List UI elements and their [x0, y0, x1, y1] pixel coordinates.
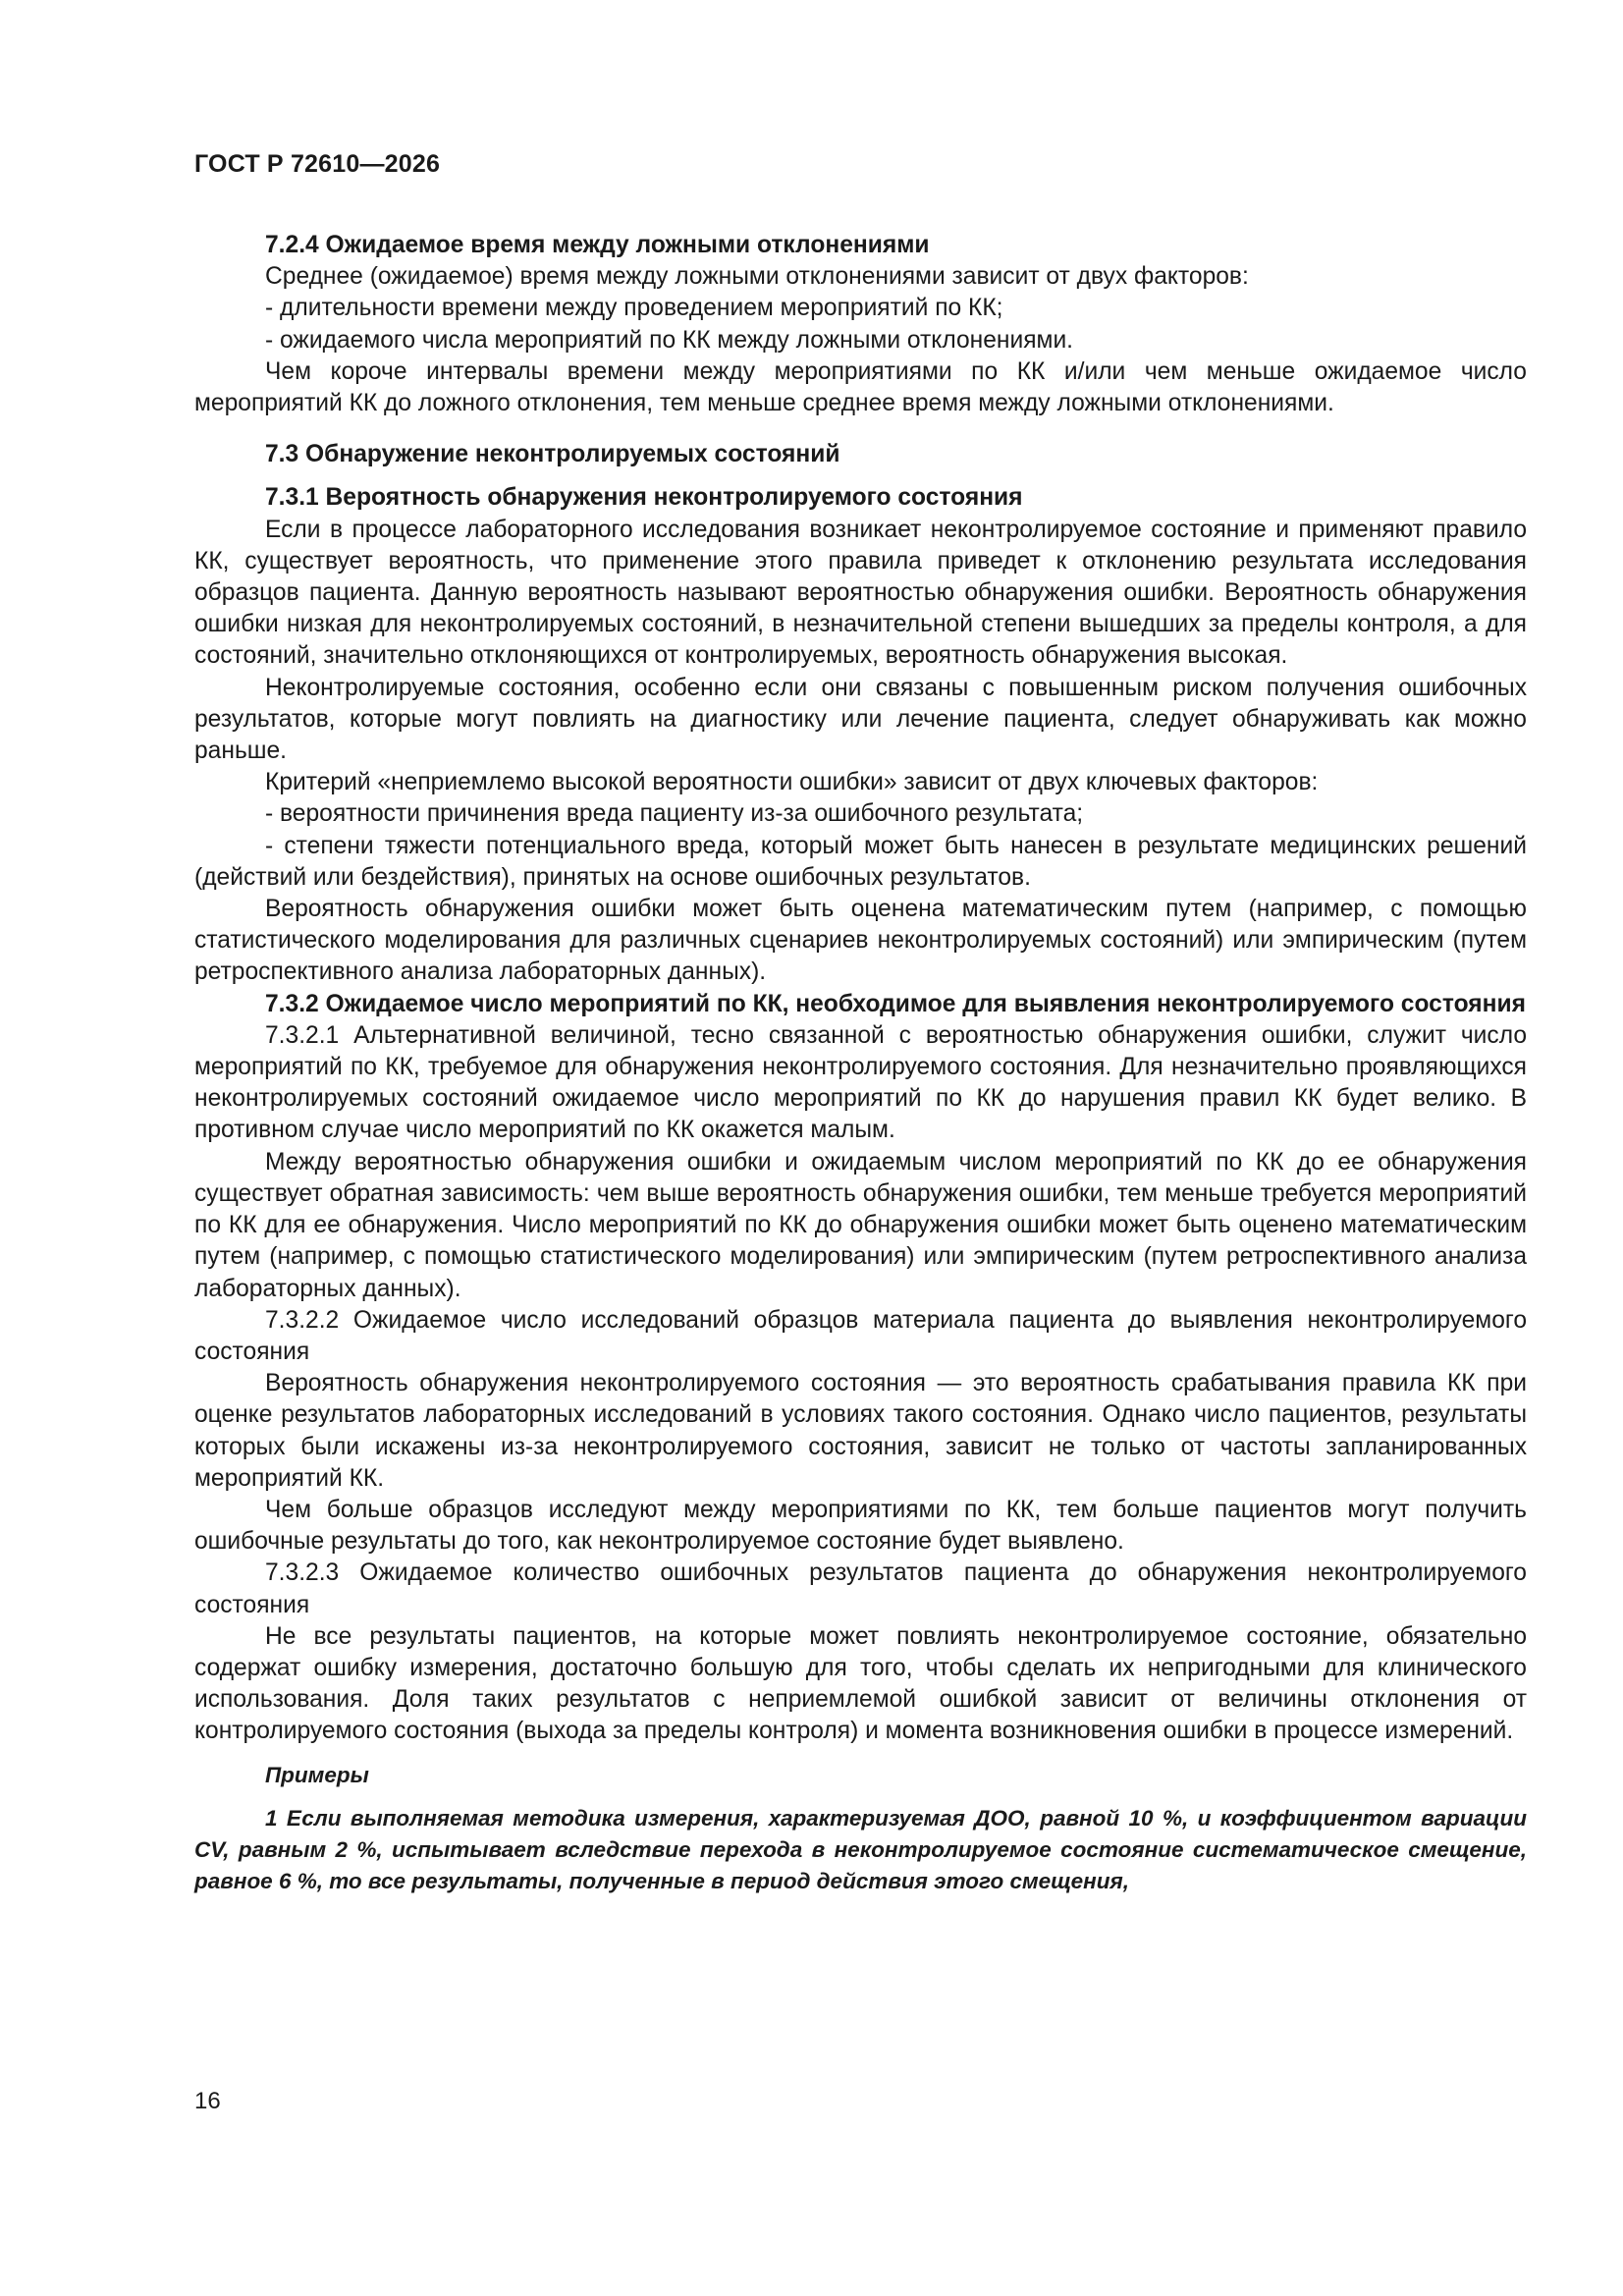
document-header: ГОСТ Р 72610—2026	[194, 150, 441, 178]
list-item: - степени тяжести потенциального вреда, который может быть нанесен в результате медицинских решений (действий или бездействия), принятых на основе ошибочных результатов.	[194, 832, 1527, 891]
section-heading-7-3-1: 7.3.1 Вероятность обнаружения неконтролируемого состояния	[265, 484, 1023, 512]
section-heading-7-2-4: 7.2.4 Ожидаемое время между ложными отклонениями	[265, 232, 930, 258]
paragraph: Вероятность обнаружения ошибки может быть оценена математическим путем (например, с помощью статистического моделирования для различных сценариев неконтролируемых состояний) или эмпирическим (путем ретроспективного анализа лабораторных данных).	[194, 896, 1527, 986]
paragraph: Среднее (ожидаемое) время между ложными отклонениями зависит от двух факторов:	[265, 263, 1249, 291]
paragraph: Вероятность обнаружения неконтролируемого состояния — это вероятность срабатывания правила КК при оценке результатов лабораторных исследований в условиях такого состояния. Однако число пациентов, результаты которых были искажены из-за неконтролируемого состояния, зависит не только от частоты запланированных мероприятий КК.	[194, 1370, 1527, 1492]
paragraph: 7.3.2.1 Альтернативной величиной, тесно связанной с вероятностью обнаружения ошибки, служит число мероприятий по КК, требуемое для обнаружения неконтролируемого состояния. Для незначительно проявляющихся неконтролируемых состояний ожидаемое число мероприятий по КК до нарушения правил КК будет велико. В противном случае число мероприятий по КК окажется малым.	[194, 1021, 1527, 1144]
page-content	[194, 230, 1527, 1897]
paragraph: Критерий «неприемлемо высокой вероятности ошибки» зависит от двух ключевых факторов:	[265, 769, 1319, 796]
paragraph: 7.3.2.2 Ожидаемое число исследований образцов материала пациента до выявления неконтролируемого состояния	[194, 1306, 1527, 1365]
page-number: 16	[194, 2088, 221, 2114]
paragraph: Не все результаты пациентов, на которые может повлиять неконтролируемое состояние, обязательно содержат ошибку измерения, достаточно большую для того, чтобы сделать их непригодными для клинического использования. Доля таких результатов с неприемлемой ошибкой зависит от величины отклонения от контролируемого состояния (выхода за пределы контроля) и момента возникновения ошибки в процессе измерений.	[194, 1622, 1527, 1745]
paragraph: Неконтролируемые состояния, особенно если они связаны с повышенным риском получения ошибочных результатов, которые могут повлиять на диагностику или лечение пациента, следует обнаруживать как можно раньше.	[194, 674, 1527, 765]
paragraph: Чем короче интервалы времени между мероприятиями по КК и/или чем меньше ожидаемое число мероприятий КК до ложного отклонения, тем меньше среднее время между ложными отклонениями.	[194, 357, 1527, 417]
paragraph: Чем больше образцов исследуют между мероприятиями по КК, тем больше пациентов могут получить ошибочные результаты до того, как неконтролируемое состояние будет выявлено.	[194, 1496, 1527, 1556]
examples-heading: Примеры	[265, 1762, 369, 1787]
list-item: - вероятности причинения вреда пациенту из-за ошибочного результата;	[265, 800, 1084, 828]
section-heading-7-3: 7.3 Обнаружение неконтролируемых состояний	[265, 441, 840, 468]
paragraph: 7.3.2.3 Ожидаемое количество ошибочных результатов пациента до обнаружения неконтролируемого состояния	[194, 1559, 1527, 1618]
example-paragraph: 1 Если выполняемая методика измерения, характеризуемая ДОО, равной 10 %, и коэффициентом вариации CV, равным 2 %, испытывает вследствие перехода в неконтролируемое состояние систематическое смещение, равное 6 %, то все результаты, полученные в период действия этого смещения,	[194, 1805, 1527, 1893]
list-item: - ожидаемого числа мероприятий по КК между ложными отклонениями.	[265, 326, 1074, 354]
section-heading-7-3-2: 7.3.2 Ожидаемое число мероприятий по КК, необходимое для выявления неконтролируемого состояния	[265, 990, 1526, 1017]
list-item: - длительности времени между проведением мероприятий по КК;	[265, 295, 1003, 322]
paragraph: Между вероятностью обнаружения ошибки и ожидаемым числом мероприятий по КК до ее обнаружения существует обратная зависимость: чем выше вероятность обнаружения ошибки, тем меньше требуется мероприятий по КК для ее обнаружения. Число мероприятий по КК до обнаружения ошибки может быть оценено математическим путем (например, с помощью статистического моделирования) или эмпирическим (путем ретроспективного анализа лабораторных данных).	[194, 1148, 1527, 1302]
paragraph: Если в процессе лабораторного исследования возникает неконтролируемое состояние и применяют правило КК, существует вероятность, что применение этого правила приведет к отклонению результата исследования образцов пациента. Данную вероятность называют вероятностью обнаружения ошибки. Вероятность обнаружения ошибки низкая для неконтролируемых состояний, в незначительной степени вышедших за пределы контроля, а для состояний, значительно отклоняющихся от контролируемых, вероятность обнаружения высокая.	[194, 516, 1527, 670]
